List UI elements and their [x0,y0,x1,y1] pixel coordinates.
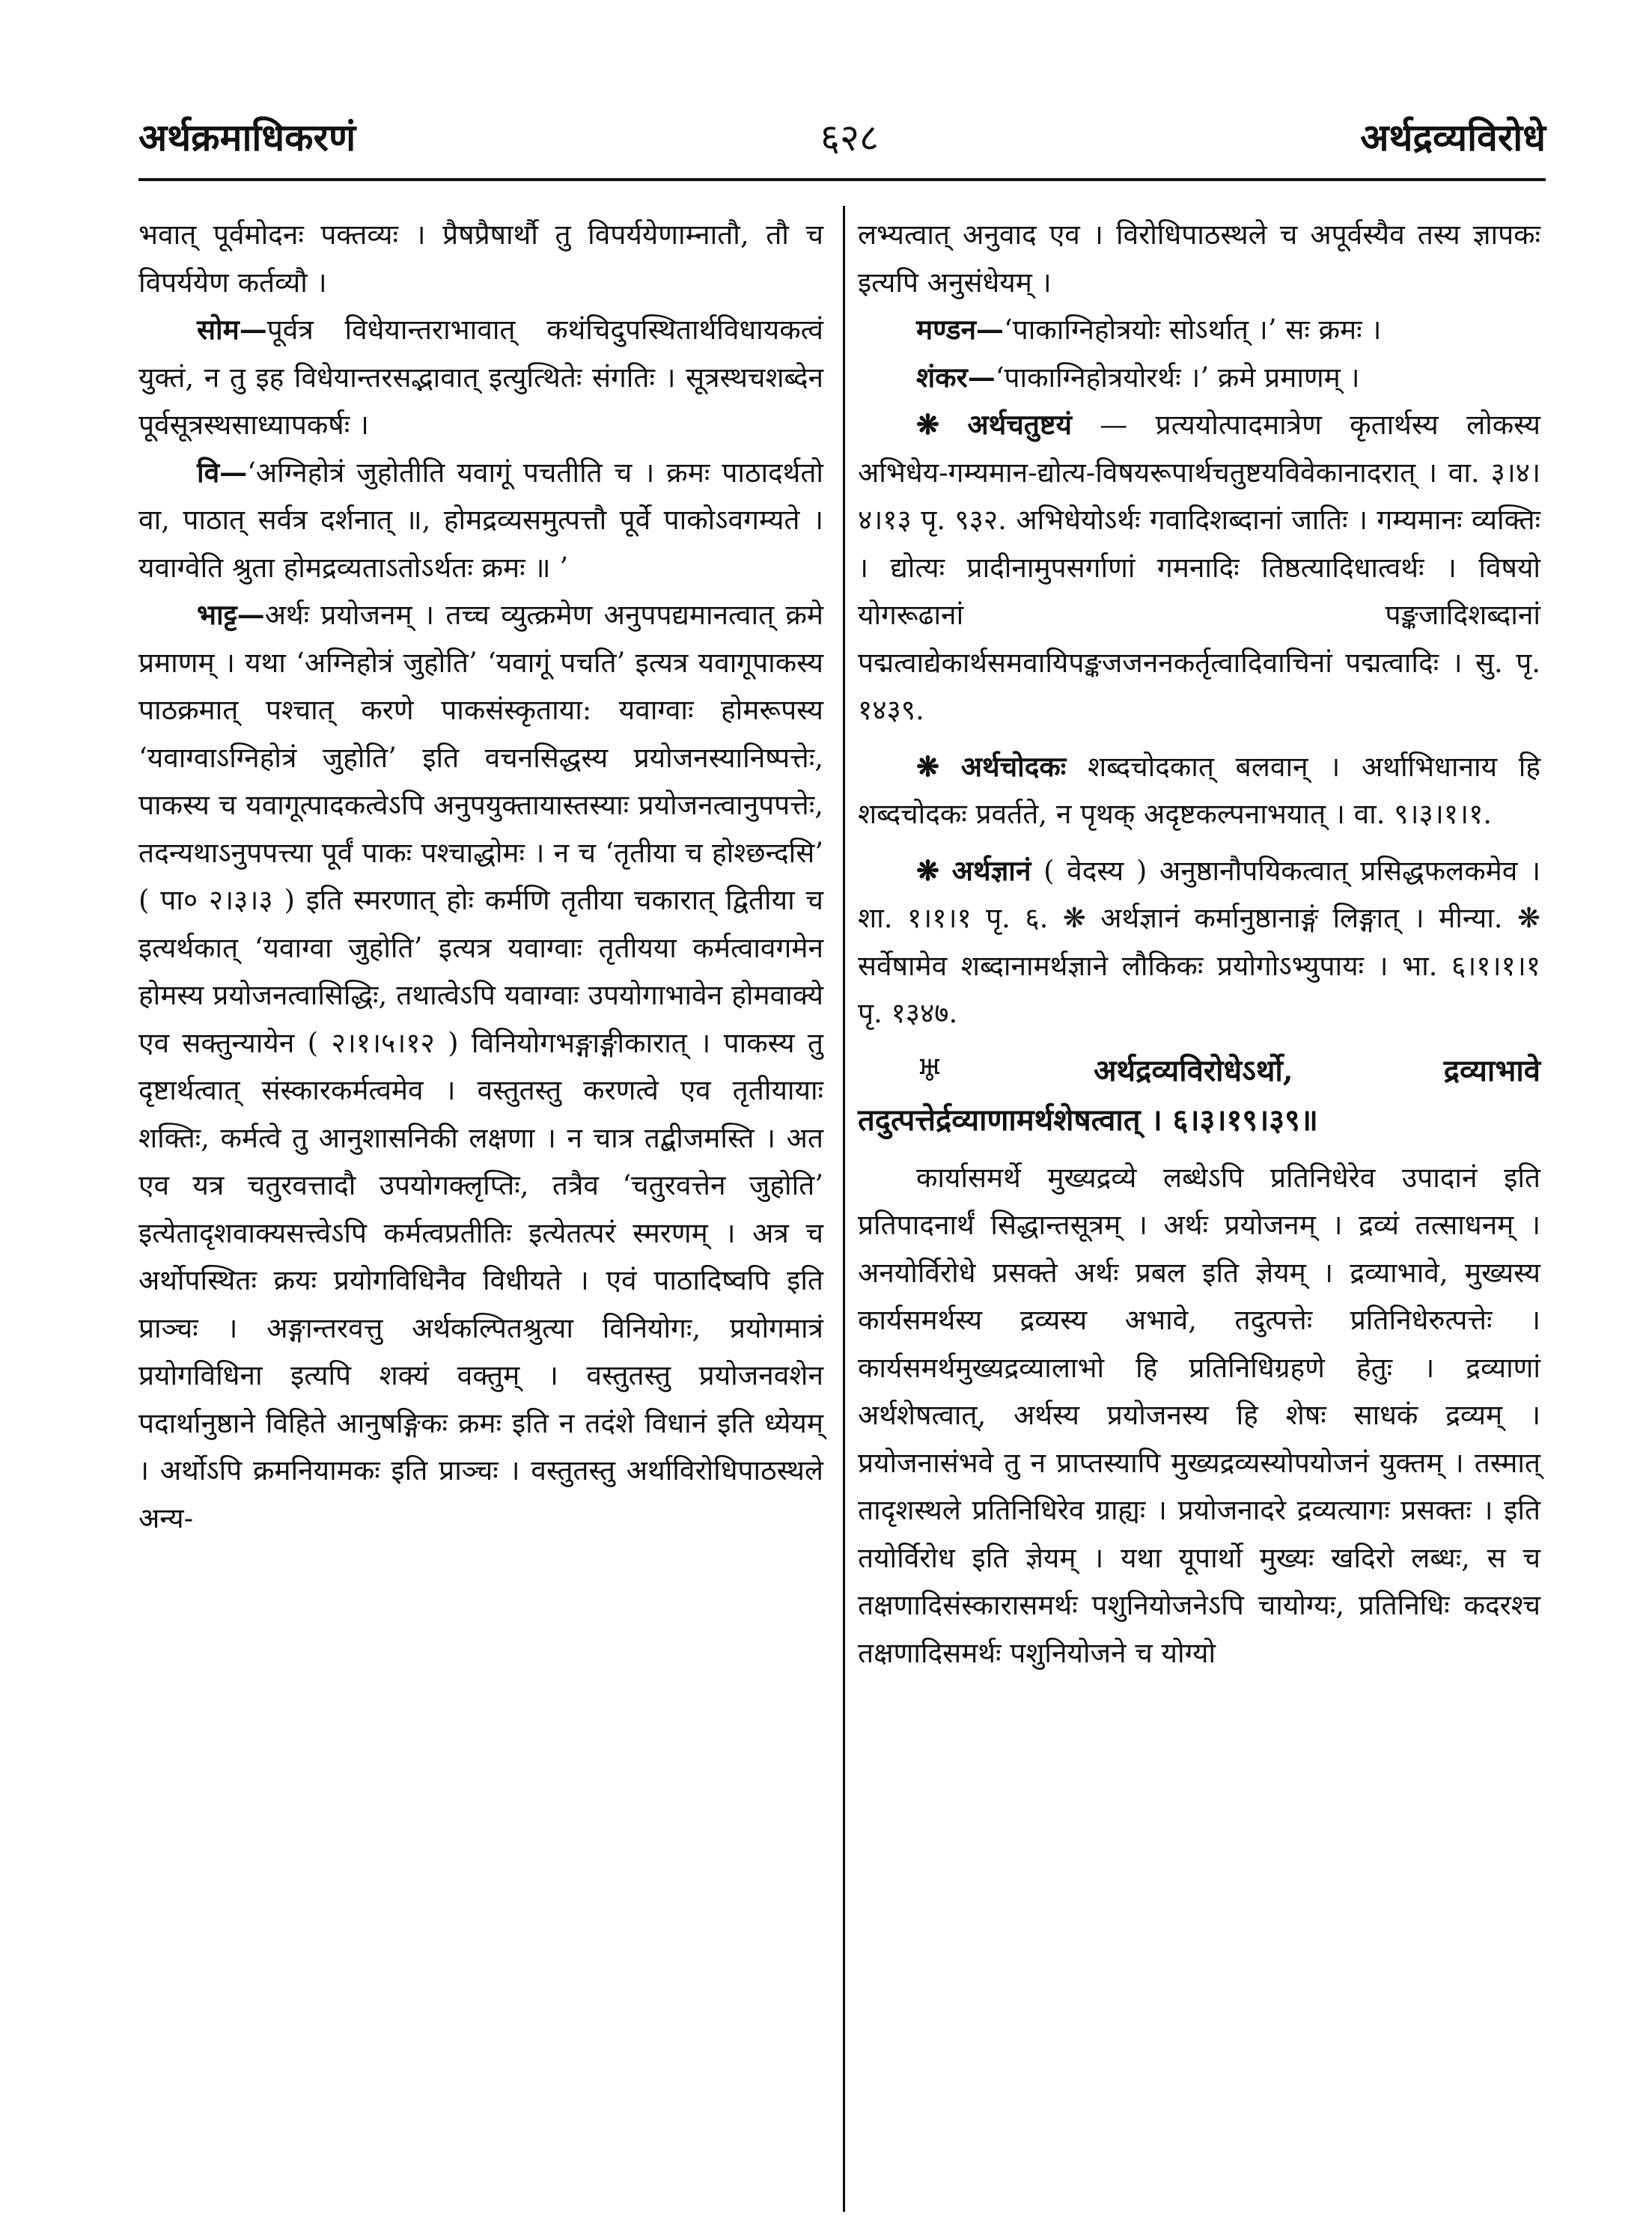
bhatta-text: अर्थः प्रयोजनम् । तच्च व्युत्क्रमेण अनुपपद्यमानत्वात् क्रमे प्रमाणम् । यथा ‘अग्निहोत्रं जुहोति’ ‘यवागूं पचति’ इत्यत्र यवागूपाकस्य पाठक्रमात् पश्चात् करणे पाकसंस्कृताया: यवाग्वाः होमरूपस्य ‘यवाग्वाऽग्निहोत्रं जुहोति’ इति वचनसिद्धस्य प्रयोजनस्यानिष्पत्तेः, पाकस्य च यवागूत्पादकत्वेऽपि अनुपयुक्तायास्तस्याः प्रयोजनत्वानुपपत्तेः, तदन्यथाऽनुपपत्त्या पूर्वं पाकः पश्चाद्धोमः । न च ‘तृतीया च होश्छन्दसि’ ( पा० २।३।३ ) इति स्मरणात् होः कर्मणि तृतीया चकारात् द्वितीया च इत्यर्थकात् ‘यवाग्वा जुहोति’ इत्यत्र यवाग्वाः तृतीयया कर्मत्वावगमेन होमस्य प्रयोजनत्वासिद्धिः, तथात्वेऽपि यवाग्वाः उपयोगाभावेन होमवाक्ये एव सक्तुन्यायेन ( २।१।५।१२ ) विनियोगभङ्गाङ्गीकारात् । पाकस्य तु दृष्टार्थत्वात् संस्कारकर्मत्वमेव । वस्तुतस्तु करणत्वे एव तृतीयायाः शक्तिः, कर्मत्वे तु आनुशासनिकी लक्षणा । न चात्र तद्बीजमस्ति । अत एव यत्र चतुरवत्तादौ उपयोगक्लृप्तिः, तत्रैव ‘चतुरवत्तेन जुहोति’ इत्येतादृशवाक्यसत्त्वेऽपि कर्मत्वप्रतीतिः इत्येतत्परं स्मरणम् । अत्र च अर्थोपस्थितः क्रयः प्रयोगविधिनैव विधीयते । एवं पाठादिष्वपि इति प्राञ्चः । अङ्गान्तरवत्तु अर्थकल्पितश्रुत्या विनियोगः, प्रयोगमात्रं प्रयोगविधिना इत्यपि शक्यं वक्तुम् । वस्तुतस्तु प्रयोजनवशेन पदार्थानुष्ठाने विहिते आनुषङ्गिकः क्रमः इति न तदंशे विधानं इति ध्येयम् । अर्थोऽपि क्रमनियामकः इति प्राञ्चः । वस्तुतस्तु अर्थाविरोधिपाठस्थले अन्य- [138,599,823,1534]
asterisk-icon: ❋ [916,749,940,783]
sutra-text: अर्थद्रव्यविरोधेऽर्थो, द्रव्याभावे तदुत्पत्तेर्द्रव्याणामर्थशेषत्वात् । ६।३।१९।३९॥ [858,1052,1540,1138]
artha-jnanam-lead: अर्थज्ञानं [951,853,1031,887]
artha-chatushtayam-text: — प्रत्ययोत्पादमात्रेण कृतार्थस्य लोकस्य अभिधेय-गम्यमान-द्योत्य-विषयरूपार्थचतुष्टयविवेकानादरात् । वा. ३।४।४।१३ पृ. ९३२. अभिधेयोऽर्थः गवादिशब्दानां जातिः । गम्यमानः व्यक्तिः । द्योत्यः प्रादीनामुपसर्गाणां गमनादिः तिष्ठत्यादिधात्वर्थः । विषयो योगरूढानां पङ्कजादिशब्दानां पद्मत्वाद्येकार्थसमवायिपङ्कजजननकर्तृत्वादिवाचिनां पद्मत्वादिः । सु. पृ. १४३९. [858,409,1541,726]
left-paragraph-continuation: भवात् पूर्वमोदनः पक्तव्यः । प्रैषप्रैषार्थौ तु विपर्ययेणाम्नातौ, तौ च विपर्ययेण कर्तव्यौ । [138,219,823,299]
right-paragraph-continuation: लभ्यत्वात् अनुवाद एव । विरोधिपाठस्थले च अपूर्वस्यैव तस्य ज्ञापकः इत्यपि अनुसंधेयम् । [858,219,1540,299]
mandana-lead: मण्डन— [916,313,1005,346]
asterisk-icon: ❋ [916,408,940,441]
bhatta-lead: भाट्ट— [197,598,265,631]
sutra-mark-icon: ♅ [916,1052,943,1088]
artha-chatushtayam-lead: अर्थचतुष्टयं [967,408,1072,441]
shankara-lead: शंकर— [916,360,996,394]
left-column [138,211,823,1542]
page-number: ६२८ [820,116,879,159]
mandana-text: ‘पाकाग्निहोत्रयोः सोऽर्थात् ।’ सः क्रमः । [1004,314,1382,346]
vi-text: ‘अग्निहोत्रं जुहोतीति यवागूं पचतीति च । क्रमः पाठादर्थतो वा, पाठात् सर्वत्र दर्शनात् ॥, होमद्रव्यसमुत्पत्तौ पूर्वे पाकोऽवगम्यते । यवाग्वेति श्रुता होमद्रव्यताऽतोऽर्थतः क्रमः ॥ ’ [138,456,823,584]
artha-chodaka-entry [858,743,1540,838]
soma-lead: सोम— [197,313,267,346]
page-header [138,111,1546,178]
column-divider [843,206,845,2212]
bhatta-paragraph [138,591,823,1542]
vi-lead: वि— [197,455,248,489]
running-title-right: अर्थद्रव्यविरोधे [1360,115,1546,159]
sutra-heading [858,1046,1540,1145]
shankara-text: ‘पाकाग्निहोत्रयोरर्थः ।’ क्रमे प्रमाणम् । [995,361,1360,394]
artha-chodaka-text: शब्दचोदकात् बलवान् । अर्थाभिधानाय हि शब्दचोदकः प्रवर्तते, न पृथक् अदृष्टकल्पनाभयात् । वा. ९।३।१।१. [858,750,1541,830]
shankara-paragraph [858,354,1540,402]
vi-paragraph [138,449,823,592]
asterisk-icon: ❋ [916,853,940,887]
running-title-left: अर्थक्रमाधिकरणं [138,115,356,159]
soma-text: पूर्वत्र विधेयान्तराभावात् कथंचिदुपस्थितार्थविधायकत्वं युक्तं, न तु इह विधेयान्तरसद्भावात् इत्युत्थितेः संगतिः । सूत्रस्थचशब्देन पूर्वसूत्रस्थसाध्यापकर्षः । [138,314,823,441]
artha-chodaka-lead: अर्थचोदकः [960,749,1067,783]
artha-jnanam-text: ( वेदस्य ) अनुष्ठानौपयिकत्वात् प्रसिद्धफलकमेव । शा. १।१।१ पृ. ६. ❋ अर्थज्ञानं कर्मानुष्ठानाङ्गं लिङ्गात् । मीन्या. ❋ सर्वेषामेव शब्दानामर्थज्ञाने लौकिकः प्रयोगोऽभ्युपायः । भा. ६।१।१।१ पृ. १३४७. [858,854,1541,1029]
sutra-commentary: कार्यासमर्थे मुख्यद्रव्ये लब्धेऽपि प्रतिनिधेरेव उपादानं इति प्रतिपादनार्थं सिद्धान्तसूत्रम् । अर्थः प्रयोजनम् । द्रव्यं तत्साधनम् । अनयोर्विरोधे प्रसक्ते अर्थः प्रबल इति ज्ञेयम् । द्रव्याभावे, मुख्यस्य कार्यसमर्थस्य द्रव्यस्य अभावे, तदुत्पत्तेः प्रतिनिधेरुत्पत्तेः । कार्यसमर्थमुख्यद्रव्यालाभो हि प्रतिनिधिग्रहणे हेतुः । द्रव्याणां अर्थशेषत्वात्, अर्थस्य प्रयोजनस्य हि शेषः साधकं द्रव्यम् । प्रयोजनासंभवे तु न प्राप्तस्यापि मुख्यद्रव्यस्योपयोजनं युक्तम् । तस्मात् तादृशस्थले प्रतिनिधिरेव ग्राह्यः । प्रयोजनादरे द्रव्यत्यागः प्रसक्तः । इति तयोर्विरोध इति ज्ञेयम् । यथा यूपार्थो मुख्यः खदिरो लब्धः, स च तक्षणादिसंस्कारासमर्थः पशुनियोजनेऽपि चायोग्यः, प्रतिनिधिः कदरश्च तक्षणादिसमर्थः पशुनियोजने च योग्यो [858,1161,1540,1669]
right-column [858,211,1540,1677]
soma-paragraph [138,306,823,449]
artha-chatushtayam-entry [858,401,1540,734]
artha-jnanam-entry [858,847,1540,1037]
header-rule [138,178,1546,181]
mandana-paragraph [858,306,1540,354]
